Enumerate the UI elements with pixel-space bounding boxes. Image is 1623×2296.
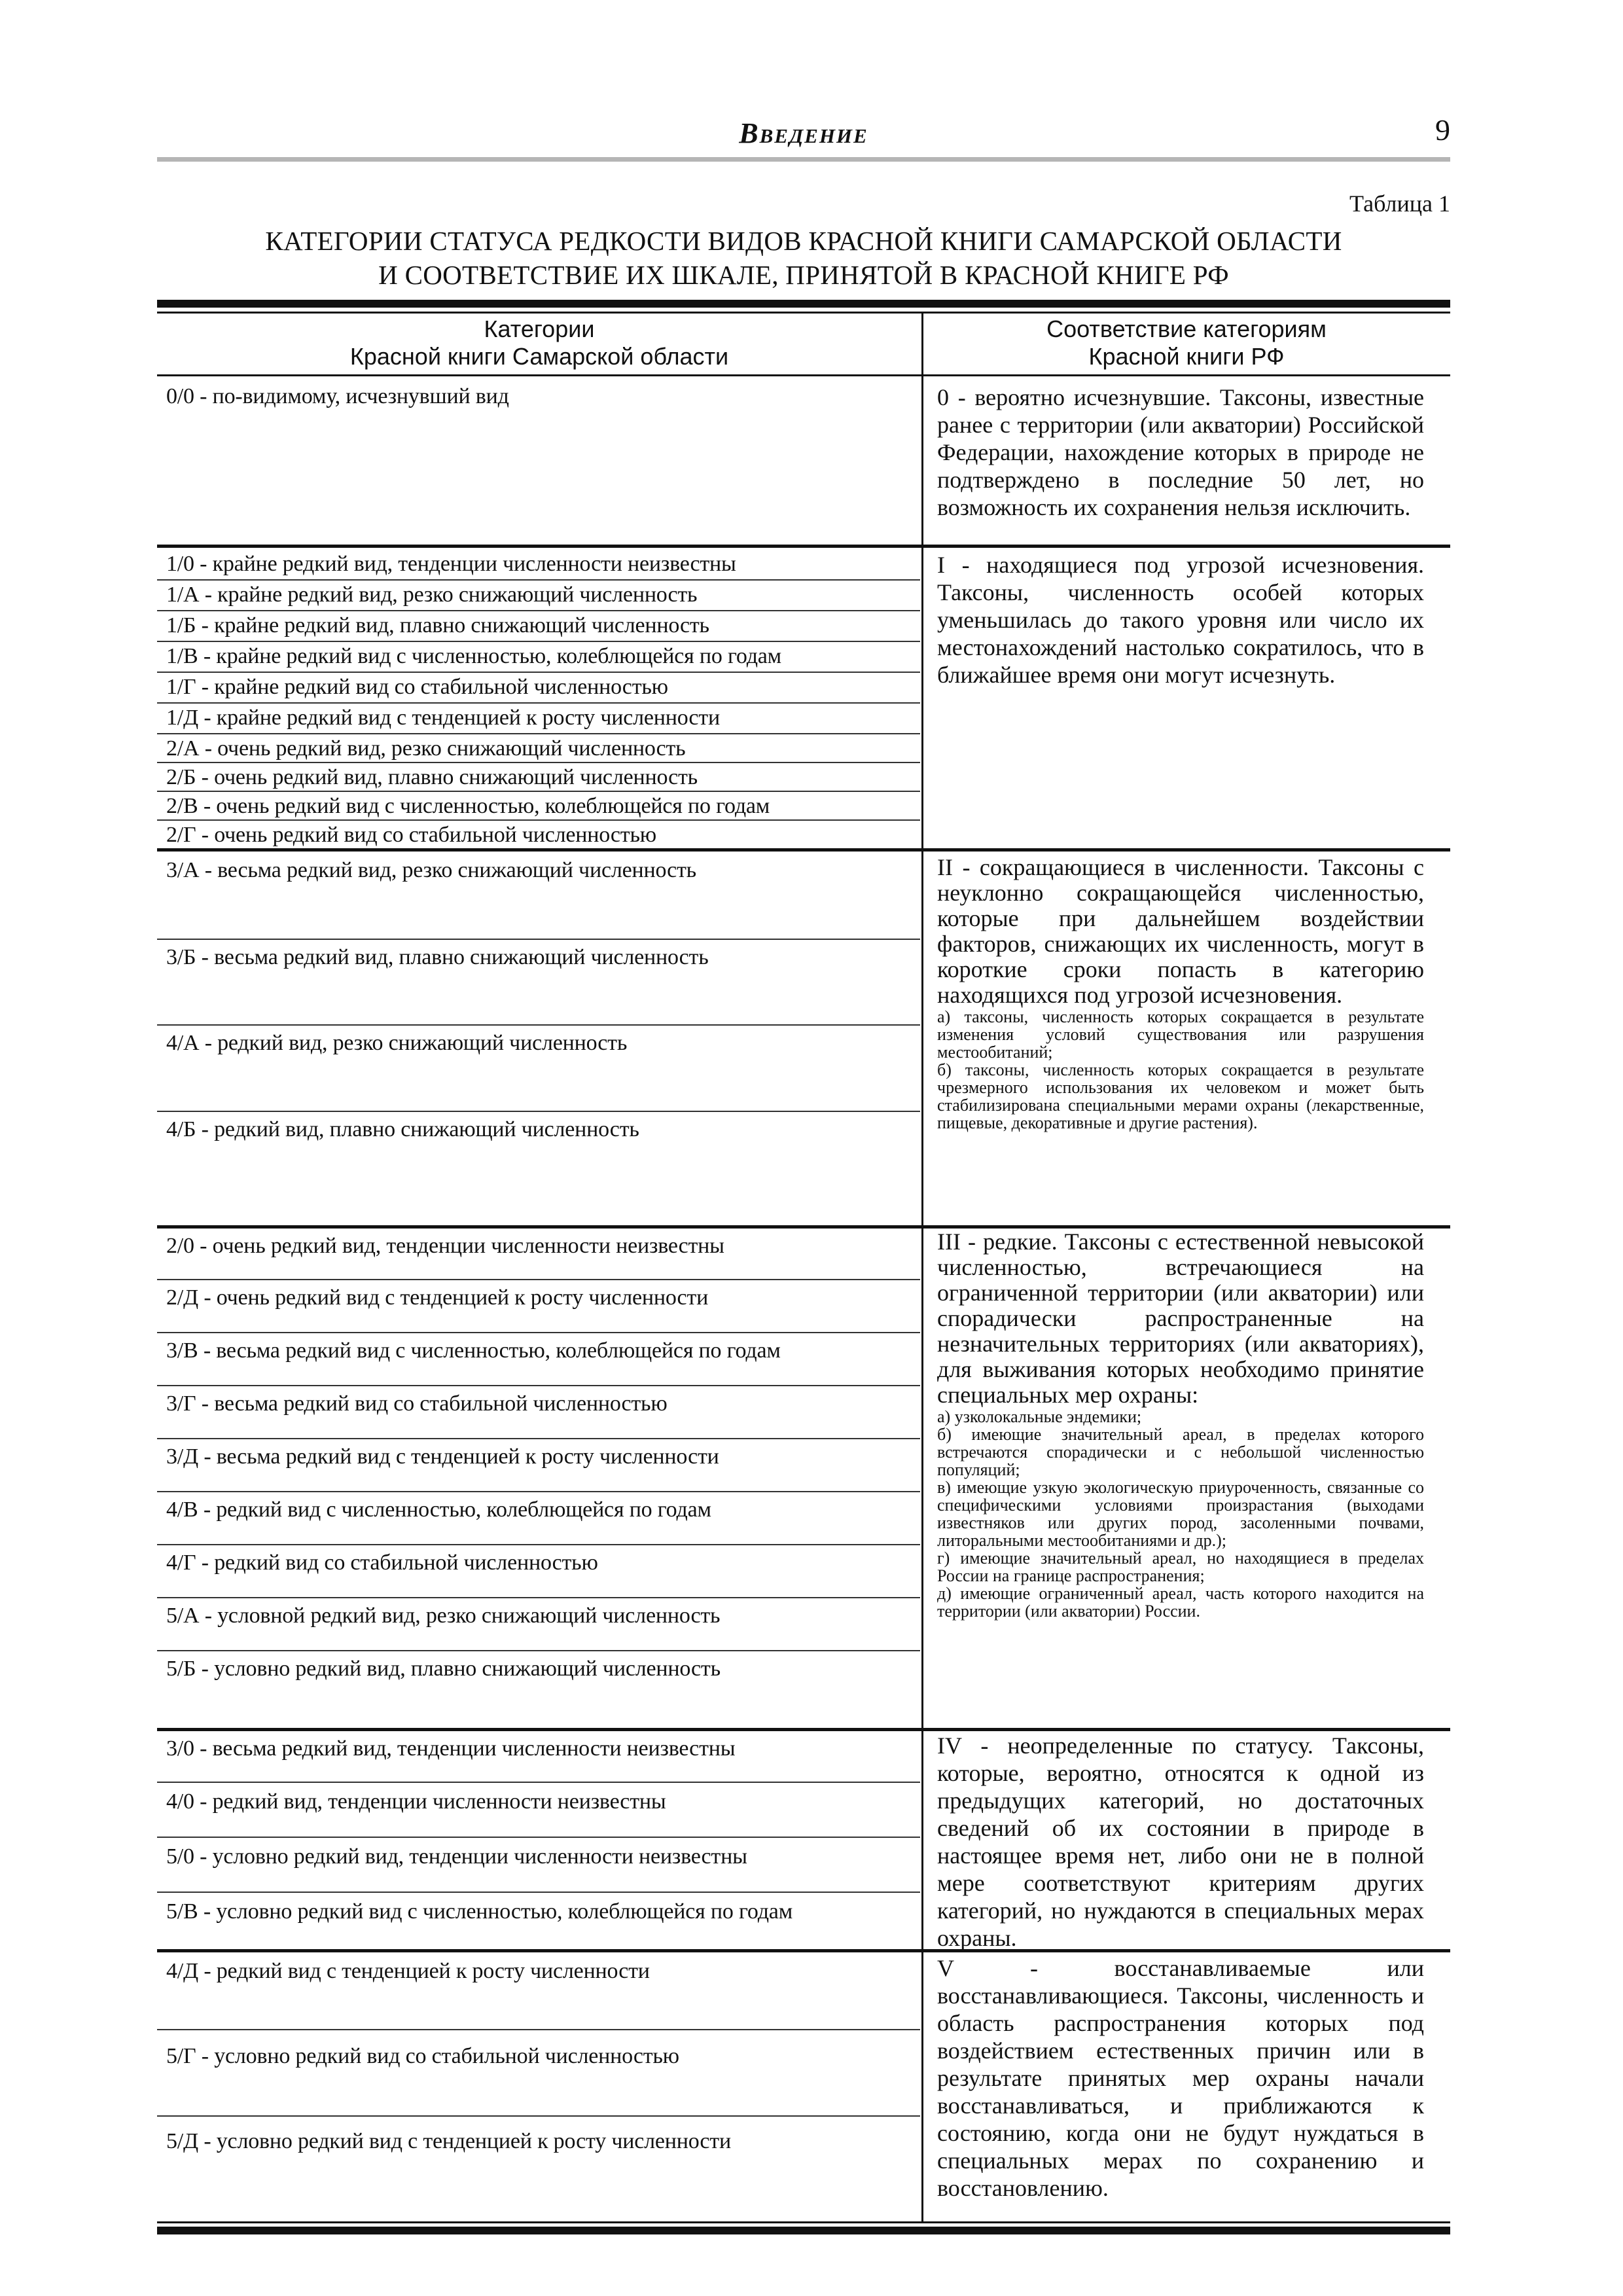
rf-category-description: V - восстанавливаемые или восстанавливающиеся. Таксоны, численность и область распространения которых под воздействием естественных причин или в результате принятых мер охраны начали восстанавливаться, и приближаются к состоянию, когда они не будут нуждаться в специальных мерах по сохранению и восстановлению. (937, 1955, 1424, 2201)
category-cell: 4/Г - редкий вид со стабильной численностью (166, 1551, 598, 1575)
category-cell: 4/0 - редкий вид, тенденции численности неизвестны (166, 1789, 666, 1814)
row-line (157, 1650, 920, 1651)
running-title: Введение (739, 117, 868, 149)
table-bottom-rule-thin (157, 2221, 1450, 2223)
category-cell: 1/Б - крайне редкий вид, плавно снижающий численность (166, 613, 709, 637)
column-header-rf-line-1: Соответствие категориям (1046, 315, 1327, 342)
rf-category-description (937, 855, 1424, 1132)
row-line (157, 1438, 920, 1439)
table-title-line-1: КАТЕГОРИИ СТАТУСА РЕДКОСТИ ВИДОВ КРАСНОЙ КНИГИ САМАРСКОЙ ОБЛАСТИ (265, 226, 1342, 256)
row-line (157, 672, 920, 673)
column-divider (921, 314, 923, 2222)
row-line (157, 1024, 920, 1026)
category-cell: 2/Д - очень редкий вид с тенденцией к росту численности (166, 1285, 709, 1310)
running-head (157, 113, 1450, 158)
row-line (157, 2115, 920, 2117)
group-separator (157, 1949, 1450, 1952)
category-cell: 1/Г - крайне редкий вид со стабильной численностью (166, 675, 668, 699)
category-cell: 5/Б - условно редкий вид, плавно снижающий численность (166, 1657, 721, 1681)
table-title-line-2: И СООТВЕТСТВИЕ ИХ ШКАЛЕ, ПРИНЯТОЙ В КРАСНОЙ КНИГЕ РФ (378, 260, 1229, 290)
category-cell: 0/0 - по-видимому, исчезнувший вид (166, 384, 509, 408)
category-cell: 3/Б - весьма редкий вид, плавно снижающий численность (166, 945, 709, 969)
row-line (157, 791, 920, 792)
category-cell: 1/В - крайне редкий вид с численностью, колеблющейся по годам (166, 644, 781, 668)
header-rule (157, 157, 1450, 162)
rf-category-description: 0 - вероятно исчезнувшие. Таксоны, известные ранее с территории (или акватории) Российской Федерации, нахождение которых в природе не подтверждено в последние 50 лет, но возможность их сохранения нельзя исключить. (937, 384, 1424, 520)
category-cell: 5/Г - условно редкий вид со стабильной численностью (166, 2044, 679, 2068)
category-cell: 5/Д - условно редкий вид с тенденцией к росту численности (166, 2129, 731, 2153)
rf-category-note: г) имеющие значительный ареал, но находящиеся в пределах России на границе распространения; (937, 1549, 1424, 1585)
row-line (157, 1279, 920, 1280)
category-cell: 4/В - редкий вид с численностью, колеблющейся по годам (166, 1498, 711, 1522)
table-top-rule-thick (157, 300, 1450, 308)
category-cell: 2/В - очень редкий вид с численностью, колеблющейся по годам (166, 794, 770, 818)
category-cell: 2/Б - очень редкий вид, плавно снижающий численность (166, 765, 698, 789)
category-cell: 1/А - крайне редкий вид, резко снижающий численность (166, 583, 698, 607)
rf-category-note: б) имеющие значительный ареал, в пределах которого встречаются спорадически и с небольшой численностью популяций; (937, 1425, 1424, 1479)
table-label: Таблица 1 (1349, 190, 1450, 217)
category-cell: 3/0 - весьма редкий вид, тенденции численности неизвестны (166, 1736, 736, 1761)
row-line (157, 1544, 920, 1545)
column-header-rf (923, 315, 1450, 373)
column-header-samara (157, 315, 921, 373)
column-header-samara-line-2: Красной книги Самарской области (349, 343, 729, 370)
table-bottom-rule-thick (157, 2227, 1450, 2234)
category-cell: 1/0 - крайне редкий вид, тенденции численности неизвестны (166, 552, 736, 576)
category-cell: 5/0 - условно редкий вид, тенденции численности неизвестны (166, 1844, 747, 1869)
table-title (157, 224, 1450, 292)
row-line (157, 762, 920, 763)
rf-category-text: III - редкие. Таксоны с естественной невысокой численностью, встречающиеся на ограниченной территории (или акватории) или спорадически распространенные на незначительных территориях (или акваториях), для выживания которых необходимо принятие специальных мер охраны: (937, 1229, 1424, 1408)
group-separator (157, 545, 1450, 548)
category-cell: 2/0 - очень редкий вид, тенденции численности неизвестны (166, 1234, 724, 1258)
rf-category-note: д) имеющие ограниченный ареал, часть которого находится на территории (или акватории) России. (937, 1584, 1424, 1621)
row-line (157, 579, 920, 581)
header-bottom-rule (157, 374, 1450, 376)
category-cell: 5/В - условно редкий вид с численностью, колеблющейся по годам (166, 1899, 793, 1924)
rf-category-note: б) таксоны, численность которых сокращается в результате чрезмерного использования их человеком и может быть стабилизирована специальными мерами охраны (лекарственные, пищевые, декоративные и другие растения). (937, 1060, 1424, 1132)
row-line (157, 610, 920, 611)
rf-category-text: II - сокращающиеся в численности. Таксоны с неуклонно сокращающейся численностью, которые при дальнейшем воздействии факторов, снижающих их численность, могут в короткие сроки попасть в категорию находящихся под угрозой исчезновения. (937, 854, 1424, 1008)
category-cell: 5/А - условной редкий вид, резко снижающий численность (166, 1604, 721, 1628)
row-line (157, 1332, 920, 1333)
column-header-samara-line-1: Категории (484, 315, 595, 342)
rf-category-note: в) имеющие узкую экологическую приуроченность, связанные со специфическими условиями произрастания (выходами известняков или других пород, засоленными почвами, литоральными местообитаниями и др.); (937, 1478, 1424, 1550)
category-cell: 4/Б - редкий вид, плавно снижающий численность (166, 1117, 639, 1141)
group-separator (157, 848, 1450, 852)
category-cell: 3/Д - весьма редкий вид с тенденцией к росту численности (166, 1444, 719, 1469)
row-line (157, 1837, 920, 1838)
category-cell: 3/Г - весьма редкий вид со стабильной численностью (166, 1391, 668, 1416)
category-cell: 1/Д - крайне редкий вид с тенденцией к росту численности (166, 706, 720, 730)
column-header-rf-line-2: Красной книги РФ (1088, 343, 1285, 370)
category-cell: 3/В - весьма редкий вид с численностью, колеблющейся по годам (166, 1338, 781, 1363)
table-top-rule-thin (157, 312, 1450, 314)
page-number: 9 (1435, 113, 1450, 147)
row-line (157, 1782, 920, 1783)
row-line (157, 1111, 920, 1112)
row-line (157, 1385, 920, 1386)
rf-category-description: IV - неопределенные по статусу. Таксоны, которые, вероятно, относятся к одной из предыдущих категорий, но достаточных сведений об их состоянии в природе в настоящее время нет, либо они не в полной мере соответствуют критериям других категорий, но нуждаются в специальных мерах охраны. (937, 1732, 1424, 1951)
row-line (157, 1892, 920, 1893)
row-line (157, 2029, 920, 2030)
row-line (157, 1597, 920, 1598)
row-line (157, 733, 920, 734)
rf-category-description (937, 1229, 1424, 1620)
category-cell: 2/А - очень редкий вид, резко снижающий численность (166, 736, 686, 761)
category-cell: 2/Г - очень редкий вид со стабильной численностью (166, 823, 656, 847)
category-cell: 4/А - редкий вид, резко снижающий численность (166, 1031, 628, 1055)
rf-category-note: а) узколокальные эндемики; (937, 1407, 1142, 1426)
rf-category-description: I - находящиеся под угрозой исчезновения. Таксоны, численность особей которых уменьшилась до такого уровня или число их местонахождений настолько сократилось, что в ближайшее время они могут исчезнуть. (937, 552, 1424, 688)
category-cell: 4/Д - редкий вид с тенденцией к росту численности (166, 1959, 650, 1983)
rf-category-note: а) таксоны, численность которых сокращается в результате изменения условий существования или разрушения местообитаний; (937, 1007, 1424, 1062)
row-line (157, 819, 920, 821)
row-line (157, 641, 920, 642)
group-separator (157, 1728, 1450, 1731)
row-line (157, 1491, 920, 1492)
row-line (157, 702, 920, 704)
category-cell: 3/А - весьма редкий вид, резко снижающий численность (166, 858, 696, 882)
row-line (157, 939, 920, 940)
